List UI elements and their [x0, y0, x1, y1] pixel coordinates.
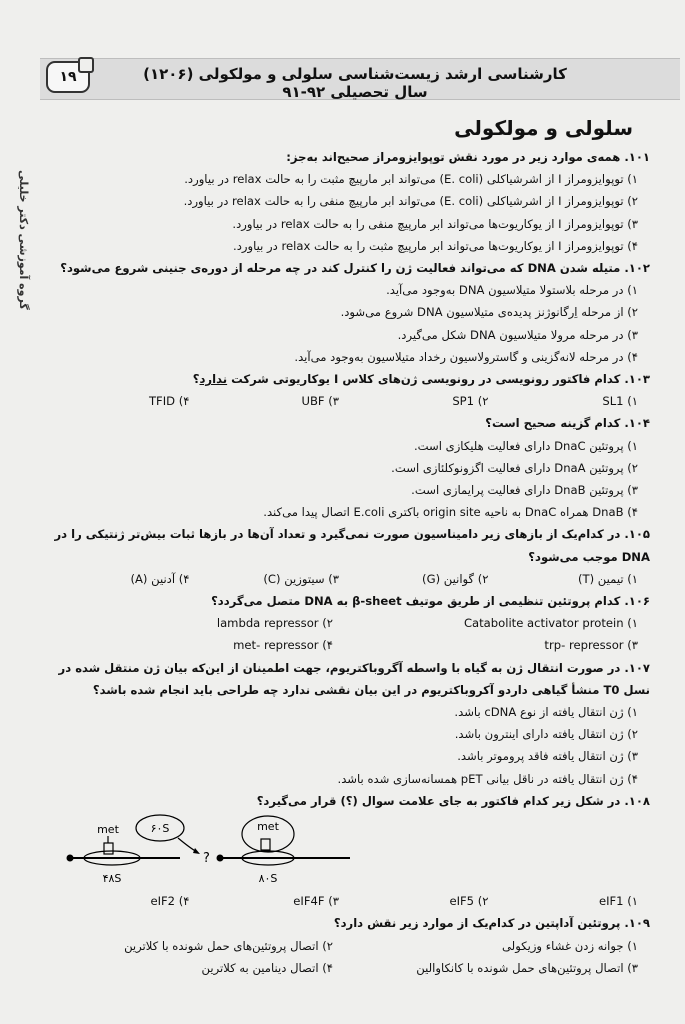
- question-number: ۱۰۴.: [624, 416, 650, 431]
- question-102: [40, 257, 650, 279]
- question-104: [40, 412, 650, 434]
- option-3: ۳) در مرحله مرولا متیلاسیون DNA شکل می‌گیرد.: [397, 327, 638, 342]
- option-4: ۴) ژن انتقال یافته در ناقل بیانی pET همسانه‌سازی شده باشد.: [337, 771, 638, 786]
- page-number: ۱۹: [46, 61, 90, 93]
- question-number: ۱۰۸.: [624, 793, 650, 808]
- option-2: ۲) پروتئین DnaA دارای فعالیت اگزونوکلئازی است.: [391, 460, 638, 475]
- 48s-label: ۴۸S: [102, 872, 122, 886]
- question-text: کدام گزینه صحیح است؟: [485, 416, 621, 431]
- option-4: ۴) DnaB همراه DnaC به ناحیه origin site باکتری E.coli اتصال پیدا می‌کند.: [263, 505, 638, 520]
- option-2: eIF5 (۲: [449, 894, 489, 909]
- options-row: [40, 568, 650, 590]
- header-title: کارشناسی ارشد زیست‌شناسی سلولی و مولکولی (۱۲۰۶) سال تحصیلی ۹۲-۹۱: [143, 65, 567, 101]
- option-3: trp- repressor (۳: [544, 638, 638, 653]
- cap-dot-right: [217, 855, 224, 862]
- option-4: eIF2 (۴: [150, 894, 190, 909]
- option-1: SL1 (۱: [602, 394, 638, 409]
- met-label-right: met: [257, 820, 279, 834]
- question-101: [40, 146, 650, 168]
- question-107: [40, 657, 650, 701]
- option-4: TFID (۴: [148, 394, 190, 409]
- option-1: ۱) پروتئین DnaC دارای فعالیت هلیکازی است.: [413, 438, 638, 453]
- sidebar-watermark: گروه آموزشی دکتر خلیلی: [17, 170, 30, 310]
- question-text: در صورت انتقال ژن به گیاه با واسطه آگروباکتریوم، جهت اطمینان از این‌که بیان ژن منتقل شده در نسل T0 منشأ گیاهی داردو آکروباکتریوم در این بیان نقشی ندارد چه طراحی باید انجام شده باشد؟: [58, 660, 650, 697]
- question-mark: ?: [203, 851, 210, 867]
- option-2: lambda repressor (۲: [216, 616, 333, 631]
- option-3: ۳) اتصال پروتئین‌های حمل شونده با کانکاوالین: [416, 960, 638, 975]
- question-105: [40, 523, 650, 567]
- cap-dot-left: [67, 855, 74, 862]
- option-1: Catabolite activator protein (۱: [463, 616, 638, 631]
- trna-left: [104, 843, 113, 854]
- question-text: کدام پروتئین تنظیمی از طریق موتیف β-sheet به DNA متصل می‌گردد؟: [211, 594, 621, 609]
- question-text: همه‌ی موارد زیر در مورد نقش توپوایزومراز صحیح‌اند به‌جز:: [286, 150, 621, 164]
- options-row: [40, 935, 650, 957]
- question-number: ۱۰۱.: [624, 150, 650, 164]
- options-row: [40, 634, 650, 656]
- option-2: ۲) از مرحله اِرگانوژنز پدیده‌ی متیلاسیون DNA شروع می‌شود.: [340, 305, 638, 320]
- option-3: ۳) ژن انتقال یافته فاقد پروموتر باشد.: [457, 749, 638, 764]
- options-row: [40, 390, 650, 412]
- arrow-line: [178, 838, 197, 852]
- question-number: ۱۰۳.: [624, 372, 650, 387]
- 80s-label: ۸۰S: [258, 872, 278, 886]
- question-109: [40, 912, 650, 934]
- option-4: ۴) اتصال دینامین به کلاترین: [201, 960, 333, 975]
- met-label-left: met: [97, 823, 119, 837]
- options-row: [40, 612, 650, 634]
- question-number: ۱۰۲.: [624, 261, 650, 276]
- option-1: eIF1 (۱: [598, 894, 638, 909]
- option-1: ۱) در مرحله بلاستولا متیلاسیون DNA به‌وجود می‌آید.: [386, 283, 638, 298]
- question-text-underlined: ندارد: [199, 372, 228, 387]
- options-row: [40, 957, 650, 979]
- question-text: در شکل زیر کدام فاکتور به جای علامت سوال (؟) قرار می‌گیرد؟: [256, 793, 621, 808]
- option-3: eIF4F (۳: [293, 894, 339, 909]
- question-number: ۱۰۶.: [624, 594, 650, 609]
- option-4: ۴) در مرحله لانه‌گزینی و گاسترولاسیون رخداد متیلاسیون به‌وجود می‌آید.: [294, 349, 638, 364]
- question-number: ۱۰۵.: [624, 527, 650, 542]
- option-2: ۲) توپوایزومراز I از اشرشیاکلی (E. coli) می‌تواند ابر مارپیچ منفی را به حالت relax در بیاورد.: [183, 194, 638, 209]
- option-3: UBF (۳: [301, 394, 339, 409]
- option-2: ۲) اتصال پروتئین‌های حمل شونده با کلاترین: [124, 938, 333, 953]
- question-103: [40, 368, 650, 390]
- 60s-label: ۶۰S: [150, 822, 170, 836]
- option-2: SP1 (۲: [452, 394, 489, 409]
- trna-right: [261, 839, 270, 850]
- option-1: ۱) توپوایزومراز I از اشرشیاکلی (E. coli) می‌تواند ابر مارپیچ مثبت را به حالت relax در بیاورد.: [184, 172, 638, 187]
- option-2: ۲) ژن انتقال یافته دارای اینترون باشد.: [454, 727, 638, 742]
- question-text-end: ؟: [192, 372, 200, 387]
- option-1: ۱) ژن انتقال یافته از نوع cDNA باشد.: [454, 705, 638, 720]
- option-4: ۴) آدنین (A): [130, 571, 190, 586]
- question-text: در کدام‌یک از بازهای زیر دامیناسیون صورت نمی‌گیرد و تعداد آن‌ها در بازها ثبات بیش‌تر ژنتیکی را در DNA موجب می‌شود؟: [54, 527, 650, 564]
- question-text: متیله شدن DNA که می‌تواند فعالیت ژن را کنترل کند در چه مرحله از دوره‌ی جنینی شروع می‌شود؟: [60, 261, 621, 276]
- option-2: ۲) گوانین (G): [422, 571, 489, 586]
- option-1: ۱) تیمین (T): [577, 571, 638, 586]
- options-row: [40, 890, 650, 912]
- option-4: ۴) توپوایزومراز I از یوکاریوت‌ها می‌تواند ابر مارپیچ مثبت را به حالت relax در بیاورد.: [233, 238, 638, 253]
- question-108: [40, 790, 650, 812]
- option-3: ۳) پروتئین DnaB دارای فعالیت پرایمازی است.: [411, 483, 638, 498]
- question-number: ۱۰۷.: [624, 660, 650, 675]
- question-number: ۱۰۹.: [624, 916, 650, 931]
- questions-content: [40, 146, 650, 979]
- question-106: [40, 590, 650, 612]
- question-text: کدام فاکتور رونویسی در رونویسی ژن‌های کلاس I یوکاریوتی شرکت: [227, 372, 621, 387]
- option-3: ۳) توپوایزومراز I از یوکاریوت‌ها می‌تواند ابر مارپیچ منفی را به حالت relax در بیاورد.: [232, 216, 638, 231]
- ribosome-diagram-svg: [60, 812, 360, 890]
- option-4: met- repressor (۴: [233, 638, 333, 653]
- option-3: ۳) سیتوزین (C): [263, 571, 339, 586]
- arrow-head-icon: [193, 848, 200, 854]
- option-1: ۱) جوانه زدن غشاء وزیکولی: [502, 938, 638, 953]
- ribosome-diagram: [40, 812, 650, 890]
- question-text: پروتئین آداپتین در کدام‌یک از موارد زیر نقش دارد؟: [333, 916, 621, 931]
- section-title: سلولی و مولکولی: [454, 116, 633, 140]
